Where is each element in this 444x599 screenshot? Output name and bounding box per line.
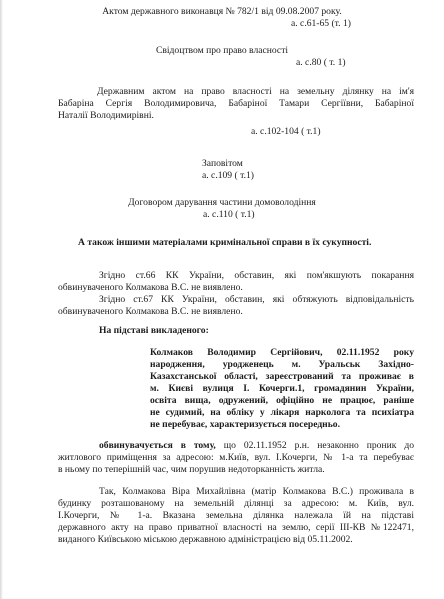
ref-5-title: Договором дарування частини домоволодіння — [128, 197, 316, 208]
defendant-line-7: не перебуває, характеризується посередньо. — [150, 419, 340, 430]
also-materials-heading: А також іншими матеріалами кримінальної справи в їх сукупності. — [78, 237, 372, 248]
article-67-line-1: Згідно ст.67 КК України, обставин, які обтяжують відповідальність — [99, 294, 414, 305]
article-66-line-1: Згідно ст.66 КК України, обставин, які пом'якшують покарання — [99, 270, 414, 281]
ref-5-pages: а. с.110 ( т.1) — [203, 209, 255, 220]
defendant-line-6: не судимий, на обліку у лікаря нарколога та психіатра — [150, 407, 414, 418]
accused-lead: обвинувачується в тому, — [99, 440, 216, 451]
ref-4-title: Заповітом — [202, 158, 243, 169]
article-67-line-2: обвинуваченого Колмакова В.С. не виявлено. — [58, 306, 243, 317]
defendant-line-2: народження, уродженець м. Уральськ Західно- — [150, 359, 414, 370]
final-line-3: І.Кочерги, № 1-а. Вказана земельна ділянка належала їй на підставі — [58, 510, 414, 521]
article-66-line-2: обвинуваченого Колмакова В.С. не виявлено. — [58, 282, 243, 293]
accusation-line-3: в ньому по теперішній час, чим порушив недоторканність житла. — [58, 464, 325, 475]
ref-1-pages: а. с.61-65 (т. 1) — [291, 18, 351, 29]
final-line-5: виданого Київською міською державною адміністрацією від 05.11.2002. — [58, 534, 353, 545]
ref-3-title-line-1: Державним актом на право власності на земельну ділянку на ім'я — [97, 86, 414, 97]
defendant-line-1: Колмаков Володимир Сергійович, 02.11.1952 року — [150, 347, 414, 358]
final-line-1: Так, Колмакова Віра Михайлівна (матір Колмакова В.С.) проживала в — [99, 486, 414, 497]
ref-3-title-line-3: Наталії Володимирівні. — [58, 110, 154, 121]
ref-3-pages: а. с.102-104 ( т.1) — [251, 126, 321, 137]
ref-3-title-line-2: Бабаріна Сергія Володимировича, Бабаріної Тамари Сергіївни, Бабаріної — [58, 98, 414, 109]
accusation-line-2: житлового приміщення за адресою: м.Київ, вул. І.Кочерги, № 1-а та перебуває — [58, 452, 414, 463]
ref-4-pages: а. с.109 ( т.1) — [202, 170, 254, 181]
accusation-line-1 — [99, 440, 414, 451]
ref-2-pages: а. с.80 ( т. 1) — [296, 57, 346, 68]
defendant-line-4: м. Києві вулиця І. Кочерги.1, громадянин України, — [150, 383, 414, 394]
final-line-2: будинку розташованому на земельній ділянці за адресою: м. Київ, вул. — [58, 498, 414, 509]
defendant-line-3: Казахстанської області, зареєстрований та проживає в — [150, 371, 414, 382]
ref-1-title: Актом державного виконавця № 782/1 від 09.08.2007 року. — [102, 6, 342, 17]
accused-rest: що 02.11.1952 р.н. незаконно проник до — [215, 440, 414, 451]
final-line-4: державного акту на право приватної власності на землю, серії ІІІ-КВ №122471, — [58, 522, 414, 533]
basis-heading: На підставі викладеного: — [99, 325, 209, 336]
defendant-line-5: освіта вища, одружений, офіційно не працює, раніше — [150, 395, 414, 406]
scan-edge-shadow — [0, 0, 3, 599]
ref-2-title: Свідоцтвом про право власності — [155, 45, 289, 56]
